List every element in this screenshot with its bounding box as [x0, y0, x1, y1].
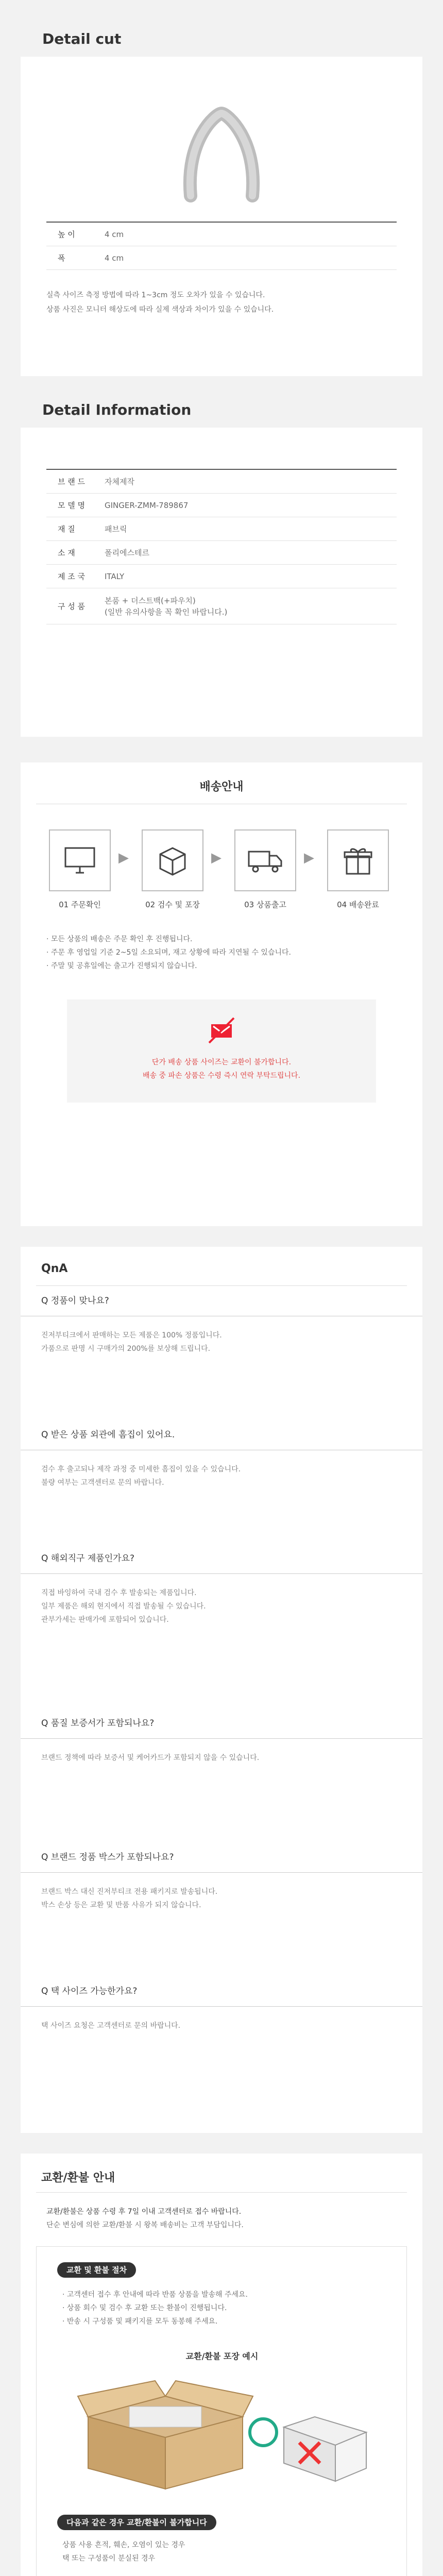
- step-label: 04 배송완료: [337, 900, 379, 909]
- detail-info-table: [46, 469, 397, 624]
- detail-cut-panel: [21, 57, 422, 376]
- qna-divider: [21, 1573, 422, 1574]
- packing-example-image: [67, 2370, 377, 2494]
- size-label: 높 이: [58, 230, 75, 239]
- detail-cut-title: Detail cut: [21, 21, 422, 57]
- qna-title: QnA: [41, 1262, 68, 1275]
- qna-divider: [21, 1738, 422, 1739]
- shipping-note: · 주말 및 공휴일에는 출고가 진행되지 않습니다.: [46, 962, 197, 970]
- size-value: 4 cm: [105, 253, 124, 263]
- headband-image: [175, 103, 268, 206]
- qna-answer: 택 사이즈 요청은 고객센터로 문의 바랍니다.: [41, 2022, 181, 2030]
- qna-answer: 관부가세는 판매가에 포함되어 있습니다.: [41, 1616, 169, 1624]
- shipping-note: · 모든 상품의 배송은 주문 확인 후 진행됩니다.: [46, 935, 193, 943]
- info-label: 모 델 명: [58, 501, 86, 510]
- info-label: 제 조 국: [58, 572, 86, 581]
- arrow-icon: ▶: [118, 850, 129, 866]
- qna-answer: 가품으로 판명 시 구매가의 200%를 보상해 드립니다.: [41, 1345, 211, 1353]
- size-table: [46, 222, 397, 270]
- truck-icon: [247, 848, 283, 873]
- info-value: ITALY: [105, 571, 125, 581]
- qna-question[interactable]: Q 받은 상품 외관에 흠집이 있어요.: [41, 1430, 175, 1440]
- qna-answer: 진저부티크에서 판매하는 모든 제품은 100% 정품입니다.: [41, 1331, 222, 1340]
- exchange-inner: [36, 2246, 407, 2576]
- exchange-intro: 단순 변심에 의한 교환/환불 시 왕복 배송비는 고객 부담입니다.: [46, 2221, 244, 2229]
- qna-answer: 검수 후 출고되나 제작 과정 중 미세한 흠집이 있을 수 있습니다.: [41, 1465, 241, 1473]
- exchange-proc-note: · 상품 회수 및 검수 후 교환 또는 환불이 진행됩니다.: [62, 2304, 227, 2312]
- qna-panel: [21, 1247, 422, 2133]
- detail-cut-note: 실측 사이즈 측정 방법에 따라 1~3cm 정도 오차가 있을 수 있습니다.: [46, 291, 265, 299]
- info-label: 브 랜 드: [58, 477, 86, 486]
- shipping-panel: [21, 762, 422, 1226]
- info-value: 본품 + 더스트백(+파우치): [105, 596, 196, 605]
- detail-info-title: Detail Information: [21, 392, 422, 428]
- box-icon: [156, 845, 189, 876]
- detail-cut-note: 상품 사진은 모니터 해상도에 따라 실제 색상과 차이가 있을 수 있습니다.: [46, 306, 274, 314]
- qna-question[interactable]: Q 택 사이즈 가능한가요?: [41, 1986, 138, 1996]
- qna-question[interactable]: Q 품질 보증서가 포함되나요?: [41, 1718, 155, 1728]
- qna-question[interactable]: Q 브랜드 정품 박스가 포함되나요?: [41, 1852, 174, 1862]
- info-value: 자체제작: [105, 477, 134, 486]
- step-done-box: [327, 829, 389, 891]
- step-label: 03 상품출고: [244, 900, 286, 909]
- qna-answer: 박스 손상 등은 교환 및 반품 사유가 되지 않습니다.: [41, 1901, 201, 1909]
- step-label: 01 주문확인: [59, 900, 101, 909]
- monitor-icon: [63, 846, 96, 875]
- step-pack-box: [142, 829, 203, 891]
- no-delivery-icon: [206, 1015, 237, 1046]
- qna-answer: 브랜드 정책에 따라 보증서 및 케어카드가 포함되지 않을 수 있습니다.: [41, 1754, 260, 1762]
- shipping-notice-box: [67, 999, 376, 1103]
- arrow-icon: ▶: [211, 850, 222, 866]
- qna-answer: 일부 제품은 해외 현지에서 직접 발송될 수 있습니다.: [41, 1602, 206, 1611]
- qna-answer: 브랜드 박스 대신 진저부티크 전용 패키지로 발송됩니다.: [41, 1888, 218, 1896]
- gift-icon: [343, 845, 373, 876]
- shipping-notice-line: 단가 배송 상품 사이즈는 교환이 불가합니다.: [151, 1058, 292, 1066]
- info-label: 구 성 품: [58, 602, 86, 611]
- info-label: 재 질: [58, 524, 75, 534]
- shipping-title: 배송안내: [199, 781, 244, 793]
- shipping-notice-line: 배송 중 파손 상품은 수령 즉시 연락 부탁드립니다.: [142, 1072, 301, 1080]
- info-value: 패브릭: [105, 524, 127, 534]
- qna-answer: 불량 여부는 고객센터로 문의 바랍니다.: [41, 1479, 164, 1487]
- exchange-process-pill: 교환 및 환불 절차: [57, 2262, 136, 2278]
- exchange-title: 교환/환불 안내: [41, 2172, 115, 2184]
- exchange-panel: [21, 2154, 422, 2576]
- qna-answer: 직접 바잉하여 국내 검수 후 발송되는 제품입니다.: [41, 1589, 197, 1597]
- info-value-note: (일반 유의사항을 꼭 확인 바랍니다.): [105, 607, 228, 617]
- qna-question[interactable]: Q 해외직구 제품인가요?: [41, 1553, 135, 1564]
- detail-info-panel: [21, 428, 422, 737]
- qna-divider: [21, 2006, 422, 2007]
- not-allowed-sub: 택 또는 구성품이 분실된 경우: [62, 2554, 156, 2563]
- exchange-proc-note: · 고객센터 접수 후 안내에 따라 반품 상품을 발송해 주세요.: [62, 2291, 248, 2299]
- step-label: 02 검수 및 포장: [145, 900, 200, 909]
- not-allowed-sub: 상품 사용 흔적, 훼손, 오염이 있는 경우: [62, 2541, 185, 2549]
- size-label: 폭: [58, 253, 65, 263]
- exchange-intro: 교환/환불은 상품 수령 후 7일 이내 고객센터로 접수 바랍니다.: [46, 2208, 242, 2216]
- qna-divider: [21, 1872, 422, 1873]
- step-order-box: [49, 829, 111, 891]
- exchange-proc-note: · 반송 시 구성품 및 패키지를 모두 동봉해 주세요.: [62, 2317, 218, 2326]
- not-allowed-pill: 다음과 같은 경우 교환/환불이 불가합니다: [57, 2515, 216, 2530]
- size-value: 4 cm: [105, 229, 124, 239]
- arrow-icon: ▶: [304, 850, 314, 866]
- qna-question[interactable]: Q 정품이 맞나요?: [41, 1296, 109, 1306]
- info-value: 폴리에스테르: [105, 548, 149, 557]
- shipping-note: · 주문 후 영업일 기준 2~5일 소요되며, 재고 상황에 따라 지연될 수 있습니다.: [46, 948, 291, 957]
- step-ship-box: [234, 829, 296, 891]
- info-value: GINGER-ZMM-789867: [105, 500, 189, 510]
- packing-example-title: 교환/환불 포장 예시: [185, 2351, 259, 2361]
- info-label: 소 재: [58, 548, 75, 557]
